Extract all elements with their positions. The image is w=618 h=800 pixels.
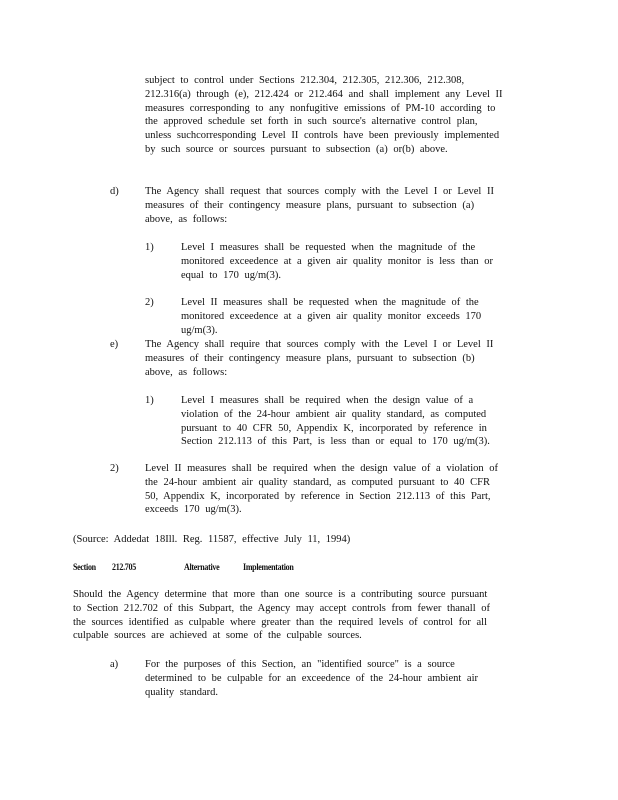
section-title-2: Implementation: [243, 562, 294, 573]
item-e-label: e): [110, 339, 119, 350]
section-word: Section: [73, 562, 96, 573]
source-note: (Source: Addedat 18Ill. Reg. 11587, effective July 11, 1994): [73, 534, 351, 545]
item-e-text: The Agency shall require that sources comply with the Level I or Level II measures of their contingency measure plans, pursuant to subsection (b) above, as follows:: [145, 339, 494, 378]
item-e-2-text: Level II measures shall be required when the design value of a violation of the 24-hour ambient air quality standard, as computed pursuant to 40 CFR 50, Appendix K, incorporated by reference in Section 212.113 of this Part, exceeds 170 ug/m(3).: [145, 463, 499, 516]
intro-paragraph: subject to control under Sections 212.304, 212.305, 212.306, 212.308, 212.316(a) through (e), 212.424 or 212.464 and shall implement any Level II measures corresponding to any nonfugitive emissions of PM-10 according to the approved schedule set forth in such source's alternative control plan, unless suchcorresponding Level II controls have been previously implemented by such source or sources pursuant to subsection (a) or(b) above.: [145, 75, 503, 155]
section-number: 212.705: [112, 562, 136, 573]
item-a-label: a): [110, 659, 119, 670]
item-a-text: For the purposes of this Section, an "identified source" is a source determined to be culpable for an exceedence of the 24-hour ambient air quality standard.: [145, 659, 478, 698]
section-title-1: Alternative: [184, 562, 220, 573]
item-d-label: d): [110, 186, 119, 197]
item-e-2-label: 2): [110, 463, 119, 474]
item-d-2-text: Level II measures shall be requested when the magnitude of the monitored exceedence at a given air quality monitor exceeds 170 ug/m(3).: [181, 297, 482, 336]
item-e-1-text: Level I measures shall be required when the design value of a violation of the 24-hour ambient air quality standard, as computed pursuant to 40 CFR 50, Appendix K, incorporated by reference in Section 212.113 of this Part, is less than or equal to 170 ug/m(3).: [181, 395, 490, 448]
item-d-1-text: Level I measures shall be requested when the magnitude of the monitored exceedence at a given air quality monitor is less than or equal to 170 ug/m(3).: [181, 242, 494, 281]
item-d-1-label: 1): [145, 242, 154, 253]
item-e-1-label: 1): [145, 395, 154, 406]
section-paragraph: Should the Agency determine that more than one source is a contributing source pursuant to Section 212.702 of this Subpart, the Agency may accept controls from fewer thanall of the sources identified as culpable where greater than the required levels of control for all culpable sources are achieved at some of the culpable sources.: [73, 589, 490, 642]
item-d-2-label: 2): [145, 297, 154, 308]
item-d-text: The Agency shall request that sources comply with the Level I or Level II measures of their contingency measure plans, pursuant to subsection (a) above, as follows:: [145, 186, 494, 225]
